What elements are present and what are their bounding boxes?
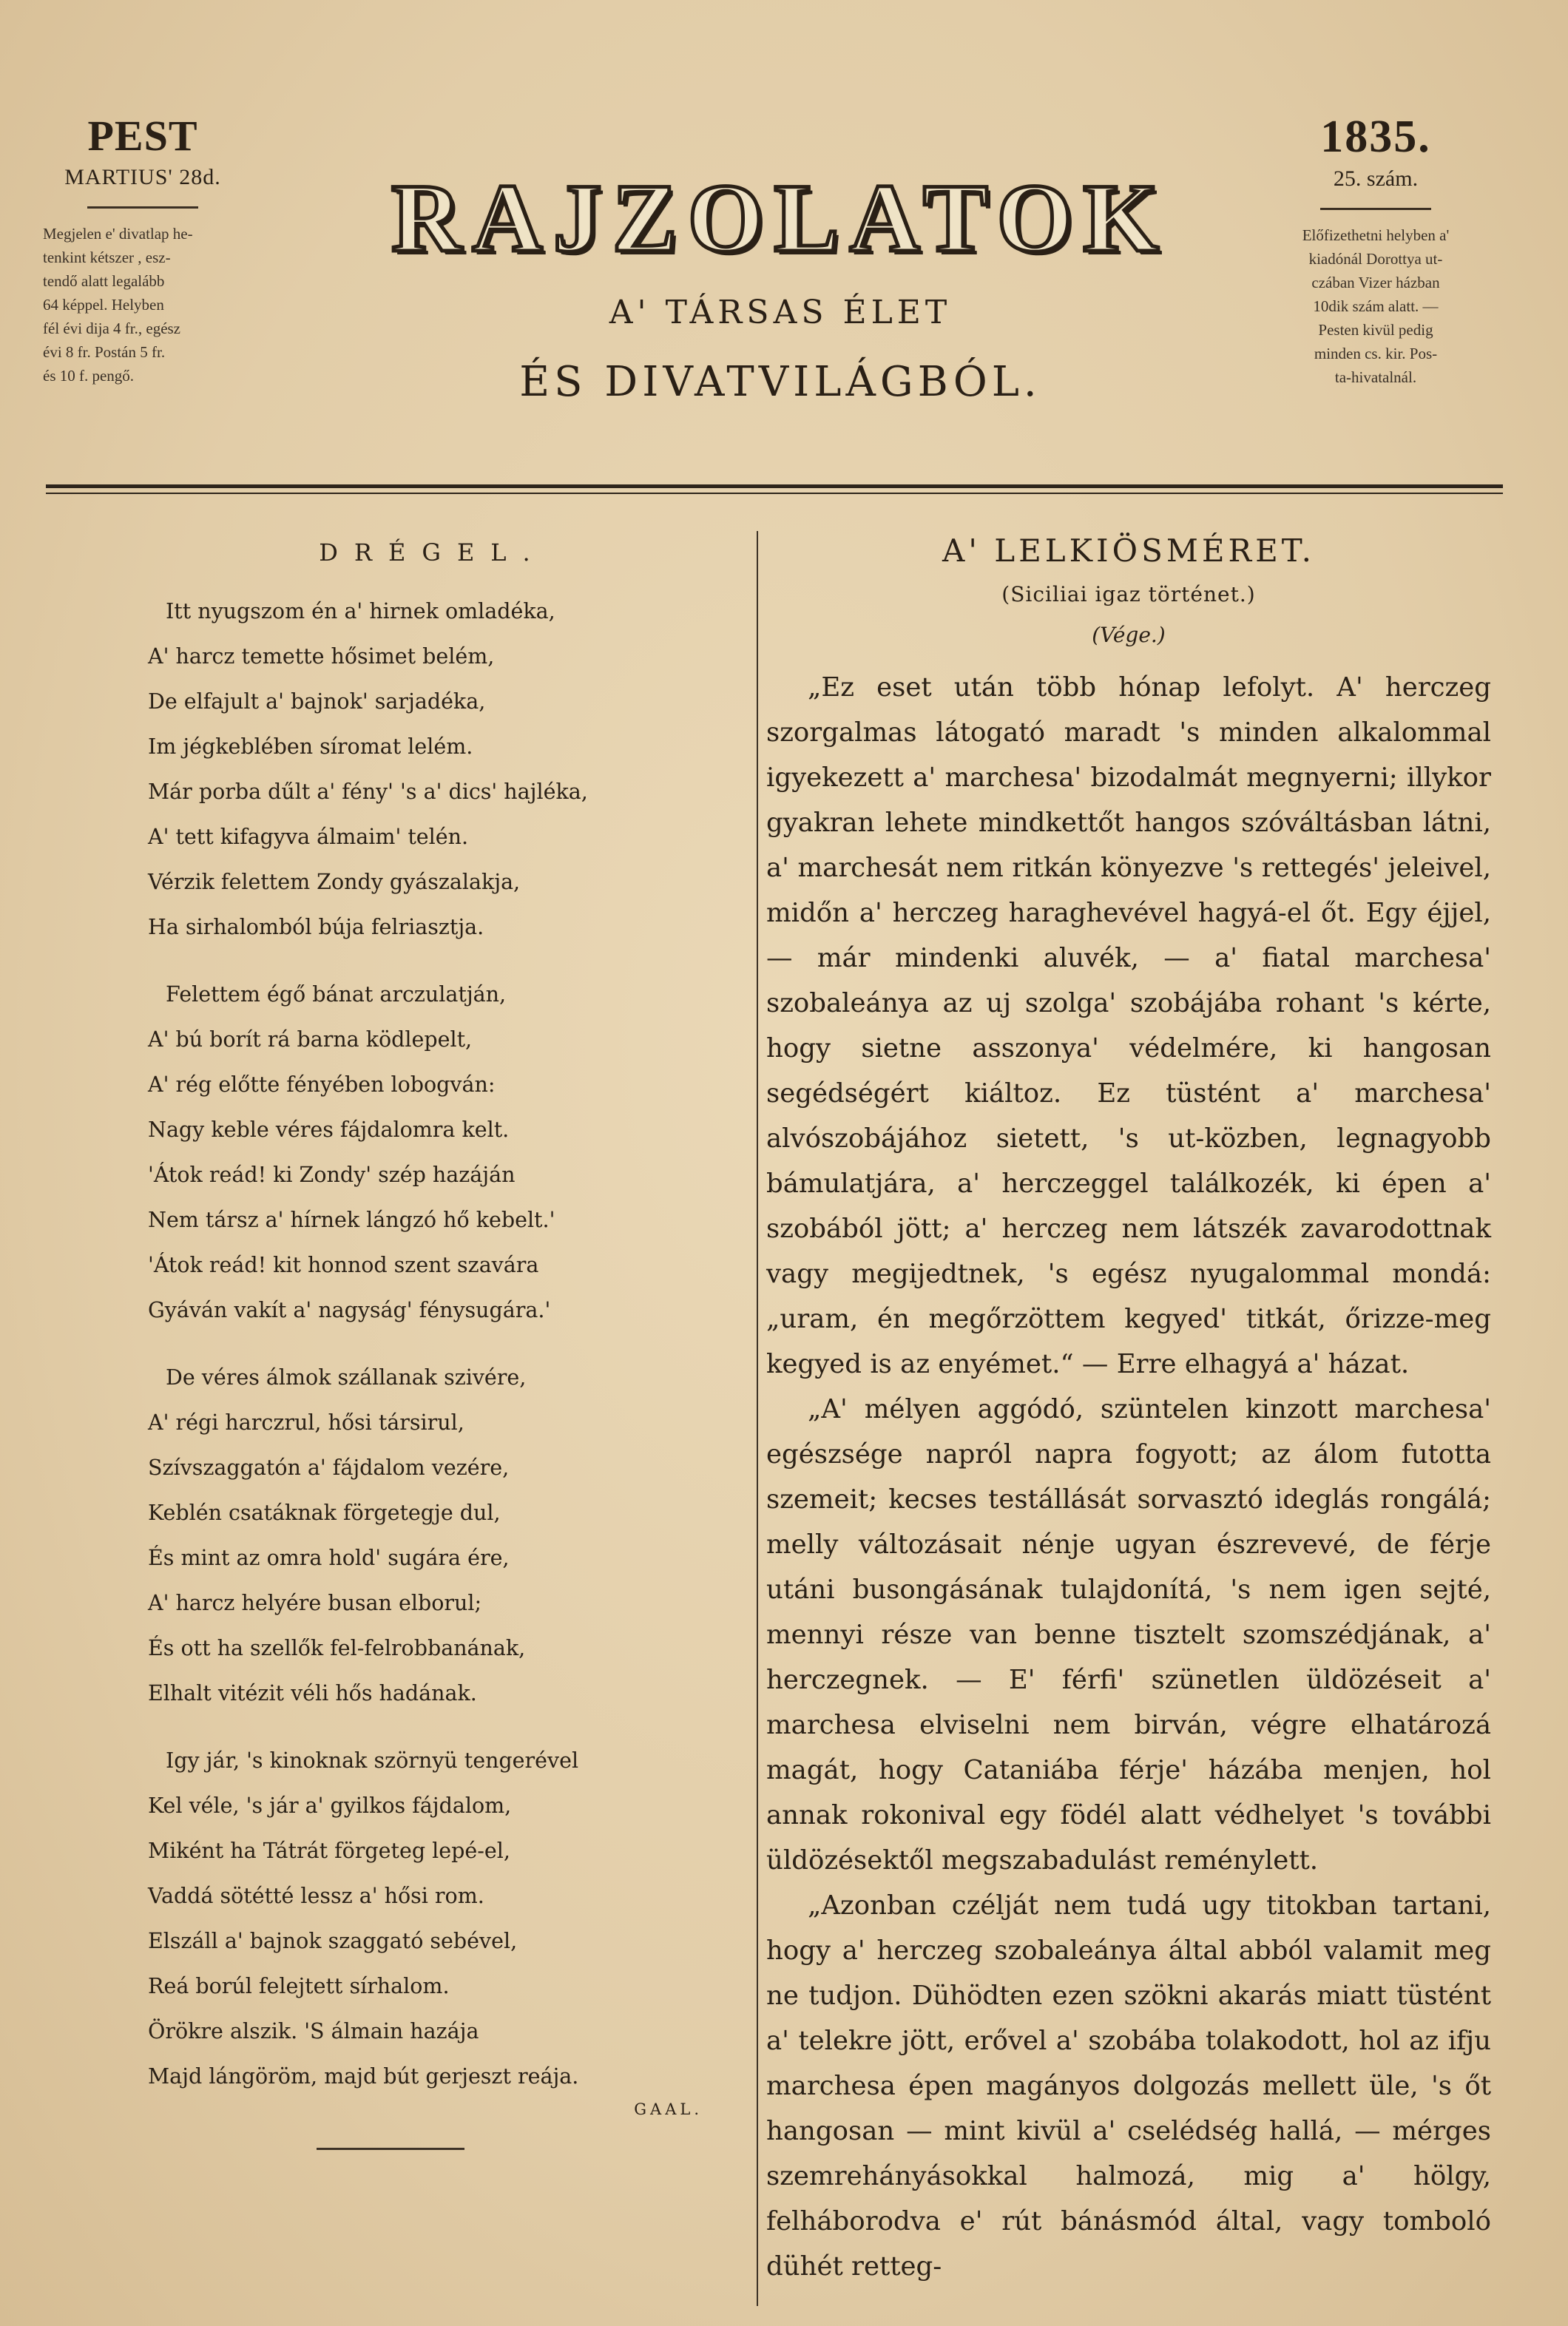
note-line: fél évi dija 4 fr., egész	[43, 320, 181, 337]
masthead-left	[43, 111, 243, 388]
poem-stanza-1	[148, 589, 710, 950]
story-subtitle: (Siciliai igaz történet.)	[1001, 582, 1256, 606]
issue-date: MARTIUS' 28d.	[64, 165, 221, 189]
poem-line: A' harcz helyére busan elborul;	[148, 1591, 482, 1615]
note-line: tenkint kétszer , esz-	[43, 249, 171, 266]
poem-line: Majd lángöröm, majd bút gerjeszt reája.	[148, 2064, 579, 2089]
note-line: Előfizethetni helyben a'	[1302, 226, 1450, 244]
poem-line: A' rég előtte fényében lobogván:	[148, 1072, 496, 1097]
poem-line: Keblén csatáknak förgetegje dul,	[148, 1501, 501, 1525]
poem-line: Nagy keble véres fájdalomra kelt.	[148, 1118, 510, 1142]
story-title: A' LELKIÖSMÉRET.	[942, 533, 1315, 569]
poem-line: Miként ha Tátrát förgeteg lepé-el,	[148, 1839, 510, 1863]
issue-number: 25. szám.	[1333, 166, 1419, 191]
note-line: 64 képpel. Helyben	[43, 296, 164, 314]
poem-line: Gyáván vakít a' nagyság' fénysugára.'	[148, 1298, 551, 1322]
poem-stanza-4	[148, 1738, 710, 2099]
poem-line: De véres álmok szállanak szivére,	[166, 1365, 527, 1390]
note-line: Pesten kivül pedig	[1318, 321, 1433, 339]
poem-line: A' régi harczrul, hősi társirul,	[148, 1410, 464, 1435]
masthead-right-rule	[1320, 208, 1431, 210]
poem-line: Vérzik felettem Zondy gyászalakja,	[148, 870, 521, 894]
poem-line: Kel véle, 's jár a' gyilkos fájdalom,	[148, 1793, 512, 1818]
poem-line: Vaddá sötétté lessz a' hősi rom.	[148, 1884, 484, 1908]
poem-line: A' tett kifagyva álmaim' telén.	[148, 825, 469, 849]
poem-stanza-3	[148, 1355, 710, 1716]
poem-line: És ott ha szellők fel-felrobbanának,	[148, 1636, 526, 1660]
note-line: czában Vizer házban	[1311, 274, 1440, 291]
story-paragraph: „Azonban czélját nem tudá ugy titokban tartani, hogy a' herczeg szobaleánya által abból valamit meg ne tudjon. Dühödten ezen szökni akarás miatt tüstént a' telekre jött, erővel a' szobába tolakodott, hol az ifju marchesa épen magányos dolgozás mellett üle, 's őt hangosan — mint kivül a' cselédség hallá, — mérges szemrehányásokkal halmozá, mig a' hölgy, felháborodva e' rút bánásmód által, vagy tomboló dühét retteg-	[766, 1890, 1491, 2282]
poem-stanza-2	[148, 972, 710, 1333]
poem-line: De elfajult a' bajnok' sarjadéka,	[148, 689, 486, 714]
divider-thick	[46, 484, 1503, 488]
poem-line: A' harcz temette hősimet belém,	[148, 644, 495, 669]
story-paragraph: „Ez eset után több hónap lefolyt. A' herczeg szorgalmas látogató maradt 's minden alkalommal igyekezett a' marchesa' bizodalmát megnyerni; illykor gyakran lehete mindkettőt hangos szóváltásban látni, a' marchesát nem ritkán könyezve 's rettegés' jeleivel, midőn a' herczeg haraghevével hagyá-el őt. Egy éjjel, — már mindenki aluvék, — a' fiatal marchesa' szobaleánya az uj szolga' szobájába rohant 's kérte, hogy sietne asszonya' védelmére, ki hangosan segédségért kiáltoz. Ez tüstént a' marchesa' alvószobájához sietett, 's ut-közben, legnagyobb bámulatjára, a' herczeggel találkozék, ki épen a' szobából jött; a' herczeg nem látszék zavarodottnak vagy megijedtnek, 's egész nyugalommal mondá: „uram, én megőrzöttem kegyed' titkát, őrizze-meg kegyed is az enyémet.“ — Erre elhagyá a' házat.	[766, 672, 1491, 1379]
poem-author: GAAL.	[634, 2100, 703, 2118]
poem-line: Im jégkeblében síromat lelém.	[148, 734, 473, 759]
poem-line: Elszáll a' bajnok szaggató sebével,	[148, 1929, 518, 1953]
poem-line: Szívszaggatón a' fájdalom vezére,	[148, 1456, 510, 1480]
poem-end-rule	[317, 2148, 464, 2150]
publisher-info	[1265, 223, 1487, 389]
note-line: kiadónál Dorottya ut-	[1308, 250, 1443, 268]
note-line: Megjelen e' divatlap he-	[43, 225, 193, 243]
city-name: PEST	[87, 112, 198, 160]
poem-line: A' bú borít rá barna ködlepelt,	[148, 1027, 473, 1052]
masthead-divider	[46, 484, 1503, 494]
poem-line: És mint az omra hold' sugára ére,	[148, 1546, 510, 1570]
newspaper-title: RAJZOLATOK	[391, 163, 1169, 272]
story-continuation: (Vége.)	[1092, 623, 1166, 647]
note-line: 10dik szám alatt. —	[1313, 297, 1439, 315]
poem-line: Reá borúl felejtett sírhalom.	[148, 1974, 450, 1998]
story-paragraph: „A' mélyen aggódó, szüntelen kinzott marchesa' egészsége napról napra fogyott; az álom futotta szemeit; kecses testállását sorvasztó ideglás rongálá; melly változásait nénje ugyan észrevevé, de férje utáni busongásának tulajdonítá, 's nem igen sejté, mennyi része van benne tisztelt szomszédjának, a' herczegnek. — E' férfi' szünetlen üldözéseit a' marchesa elviselni nem birván, végre elhatározá magát, hogy Cataniába férje' házába menjen, hol annak rokonival egy födél alatt védhelyet 's további üldözésektől megszabadulást reménylett.	[766, 1394, 1491, 1876]
poem-line: Igy jár, 's kinoknak szörnyü tengerével	[166, 1748, 579, 1773]
poem-line: Nem társz a' hírnek lángzó hő kebelt.'	[148, 1208, 555, 1232]
subscription-info	[43, 222, 243, 388]
note-line: tendő alatt legalább	[43, 272, 165, 290]
poem-line: Örökre alszik. 'S álmain hazája	[148, 2019, 479, 2043]
poem-line: 'Átok reád! kit honnod szent szavára	[148, 1253, 539, 1277]
note-line: minden cs. kir. Pos-	[1314, 345, 1438, 362]
poem-line: Ha sirhalomból búja felriasztja.	[148, 915, 484, 939]
poem-title: DRÉGEL.	[319, 538, 547, 567]
poem-line: Elhalt vitézit véli hős hadának.	[148, 1681, 477, 1705]
story-column	[766, 533, 1491, 2289]
masthead-left-rule	[87, 206, 198, 209]
newspaper-subtitle-2: ÉS DIVATVILÁGBÓL.	[519, 358, 1041, 406]
note-line: évi 8 fr. Postán 5 fr.	[43, 343, 166, 361]
poem-line: 'Átok reád! ki Zondy' szép hazáján	[148, 1163, 516, 1187]
poem-column	[148, 538, 710, 2150]
masthead-center	[296, 163, 1265, 406]
divider-thin	[46, 493, 1503, 494]
poem-line: Itt nyugszom én a' hirnek omladéka,	[166, 599, 555, 623]
newspaper-subtitle-1: A' TÁRSAS ÉLET	[609, 294, 952, 331]
poem-line: Már porba dűlt a' fény' 's a' dics' hajléka,	[148, 780, 588, 804]
note-line: ta-hivatalnál.	[1334, 368, 1417, 386]
poem-line: Felettem égő bánat arczulatján,	[166, 982, 507, 1007]
column-divider	[757, 531, 758, 2306]
note-line: és 10 f. pengő.	[43, 367, 135, 385]
issue-year: 1835.	[1320, 112, 1431, 162]
masthead-right	[1265, 111, 1487, 389]
